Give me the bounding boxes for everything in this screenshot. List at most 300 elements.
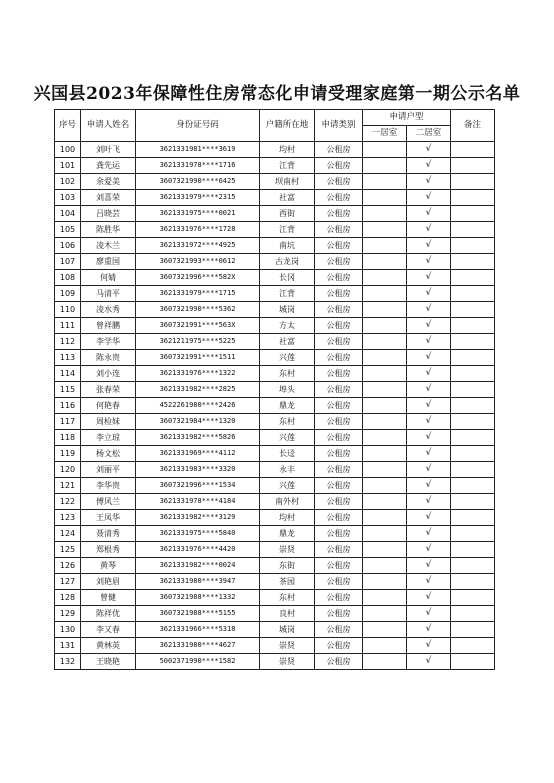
cell-seq: 116 — [55, 398, 81, 414]
cell-applicant-name: 李立琼 — [81, 430, 136, 446]
cell-one-room — [363, 590, 407, 606]
table-row — [55, 366, 495, 382]
cell-applicant-name: 王凤华 — [81, 510, 136, 526]
cell-two-room: √ — [407, 398, 451, 414]
cell-seq: 100 — [55, 142, 81, 158]
cell-id-number: 3621211975****5225 — [136, 334, 260, 350]
cell-hukou: 东街 — [260, 558, 315, 574]
table-row — [55, 622, 495, 638]
cell-id-number: 3607321996****582X — [136, 270, 260, 286]
table-row — [55, 606, 495, 622]
cell-category: 公租房 — [315, 302, 363, 318]
cell-applicant-name: 曾祥鹏 — [81, 318, 136, 334]
table-row — [55, 238, 495, 254]
cell-seq: 104 — [55, 206, 81, 222]
cell-id-number: 3621331980****3947 — [136, 574, 260, 590]
cell-remark — [451, 158, 495, 174]
cell-one-room — [363, 158, 407, 174]
cell-seq: 112 — [55, 334, 81, 350]
cell-remark — [451, 574, 495, 590]
cell-applicant-name: 傅风兰 — [81, 494, 136, 510]
cell-one-room — [363, 366, 407, 382]
cell-hukou: 埠头 — [260, 382, 315, 398]
cell-one-room — [363, 238, 407, 254]
cell-hukou: 社富 — [260, 190, 315, 206]
cell-seq: 128 — [55, 590, 81, 606]
cell-category: 公租房 — [315, 446, 363, 462]
table-row — [55, 350, 495, 366]
cell-id-number: 3621331982****3129 — [136, 510, 260, 526]
cell-remark — [451, 190, 495, 206]
cell-hukou: 茶园 — [260, 574, 315, 590]
cell-category: 公租房 — [315, 558, 363, 574]
cell-two-room: √ — [407, 478, 451, 494]
table-row — [55, 302, 495, 318]
table-row — [55, 254, 495, 270]
cell-one-room — [363, 286, 407, 302]
cell-seq: 124 — [55, 526, 81, 542]
cell-remark — [451, 526, 495, 542]
cell-hukou: 社富 — [260, 334, 315, 350]
table-row — [55, 334, 495, 350]
cell-category: 公租房 — [315, 494, 363, 510]
cell-seq: 117 — [55, 414, 81, 430]
cell-two-room: √ — [407, 622, 451, 638]
table-row — [55, 318, 495, 334]
table-row — [55, 222, 495, 238]
cell-category: 公租房 — [315, 334, 363, 350]
cell-category: 公租房 — [315, 366, 363, 382]
cell-seq: 113 — [55, 350, 81, 366]
cell-two-room: √ — [407, 206, 451, 222]
cell-applicant-name: 刘喜荣 — [81, 190, 136, 206]
cell-one-room — [363, 206, 407, 222]
cell-seq: 127 — [55, 574, 81, 590]
header-id: 身份证号码 — [136, 110, 260, 142]
cell-one-room — [363, 478, 407, 494]
cell-one-room — [363, 142, 407, 158]
cell-seq: 105 — [55, 222, 81, 238]
cell-applicant-name: 黄林英 — [81, 638, 136, 654]
header-two-room: 二居室 — [407, 126, 451, 142]
cell-category: 公租房 — [315, 606, 363, 622]
document-title: 兴国县2023年保障性住房常态化申请受理家庭第一期公示名单 — [33, 84, 521, 104]
cell-applicant-name: 刘小连 — [81, 366, 136, 382]
cell-one-room — [363, 542, 407, 558]
cell-one-room — [363, 190, 407, 206]
cell-remark — [451, 286, 495, 302]
cell-category: 公租房 — [315, 398, 363, 414]
header-one-room: 一居室 — [363, 126, 407, 142]
cell-hukou: 均村 — [260, 510, 315, 526]
table-row — [55, 206, 495, 222]
cell-one-room — [363, 222, 407, 238]
cell-one-room — [363, 254, 407, 270]
cell-two-room: √ — [407, 222, 451, 238]
cell-applicant-name: 龚先运 — [81, 158, 136, 174]
cell-two-room: √ — [407, 270, 451, 286]
cell-seq: 132 — [55, 654, 81, 670]
cell-category: 公租房 — [315, 574, 363, 590]
cell-two-room: √ — [407, 334, 451, 350]
table-row — [55, 430, 495, 446]
cell-id-number: 3607321996****1534 — [136, 478, 260, 494]
cell-hukou: 南坑 — [260, 238, 315, 254]
cell-one-room — [363, 430, 407, 446]
cell-remark — [451, 494, 495, 510]
cell-seq: 122 — [55, 494, 81, 510]
cell-remark — [451, 238, 495, 254]
cell-id-number: 4522261980****2426 — [136, 398, 260, 414]
cell-remark — [451, 638, 495, 654]
cell-id-number: 3621331972****4925 — [136, 238, 260, 254]
cell-two-room: √ — [407, 318, 451, 334]
table-header — [55, 110, 495, 142]
table-row — [55, 462, 495, 478]
cell-id-number: 3607321988****1332 — [136, 590, 260, 606]
cell-two-room: √ — [407, 174, 451, 190]
cell-seq: 121 — [55, 478, 81, 494]
cell-id-number: 3607321991****1511 — [136, 350, 260, 366]
cell-hukou: 江背 — [260, 286, 315, 302]
table-row — [55, 574, 495, 590]
cell-one-room — [363, 606, 407, 622]
cell-remark — [451, 382, 495, 398]
cell-id-number: 3621331978****1716 — [136, 158, 260, 174]
cell-id-number: 3621331969****4112 — [136, 446, 260, 462]
cell-applicant-name: 何婧 — [81, 270, 136, 286]
table-row — [55, 270, 495, 286]
cell-seq: 118 — [55, 430, 81, 446]
cell-hukou: 鼎龙 — [260, 398, 315, 414]
cell-two-room: √ — [407, 142, 451, 158]
cell-one-room — [363, 414, 407, 430]
cell-seq: 129 — [55, 606, 81, 622]
cell-hukou: 江背 — [260, 222, 315, 238]
cell-seq: 110 — [55, 302, 81, 318]
cell-two-room: √ — [407, 542, 451, 558]
cell-category: 公租房 — [315, 430, 363, 446]
cell-remark — [451, 142, 495, 158]
cell-category: 公租房 — [315, 654, 363, 670]
cell-id-number: 3607321988****5155 — [136, 606, 260, 622]
cell-remark — [451, 510, 495, 526]
cell-seq: 101 — [55, 158, 81, 174]
cell-category: 公租房 — [315, 158, 363, 174]
cell-seq: 115 — [55, 382, 81, 398]
cell-seq: 102 — [55, 174, 81, 190]
cell-id-number: 3607321990****5362 — [136, 302, 260, 318]
cell-applicant-name: 刘艳眉 — [81, 574, 136, 590]
cell-two-room: √ — [407, 190, 451, 206]
cell-seq: 119 — [55, 446, 81, 462]
cell-two-room: √ — [407, 286, 451, 302]
cell-remark — [451, 318, 495, 334]
cell-applicant-name: 李学华 — [81, 334, 136, 350]
cell-remark — [451, 606, 495, 622]
cell-applicant-name: 吕晓芸 — [81, 206, 136, 222]
cell-applicant-name: 陈永贵 — [81, 350, 136, 366]
cell-category: 公租房 — [315, 350, 363, 366]
cell-one-room — [363, 318, 407, 334]
header-category: 申请类别 — [315, 110, 363, 142]
cell-hukou: 鼎龙 — [260, 526, 315, 542]
cell-id-number: 3621331966****5318 — [136, 622, 260, 638]
cell-remark — [451, 462, 495, 478]
cell-applicant-name: 廖重国 — [81, 254, 136, 270]
cell-id-number: 3621331979****1715 — [136, 286, 260, 302]
cell-one-room — [363, 654, 407, 670]
cell-hukou: 江背 — [260, 158, 315, 174]
cell-category: 公租房 — [315, 382, 363, 398]
cell-remark — [451, 206, 495, 222]
cell-seq: 111 — [55, 318, 81, 334]
cell-category: 公租房 — [315, 206, 363, 222]
cell-one-room — [363, 446, 407, 462]
table-row — [55, 638, 495, 654]
table-row — [55, 142, 495, 158]
cell-id-number: 3621331982****0024 — [136, 558, 260, 574]
cell-applicant-name: 马清平 — [81, 286, 136, 302]
cell-category: 公租房 — [315, 318, 363, 334]
cell-applicant-name: 凌木兰 — [81, 238, 136, 254]
header-hukou: 户籍所在地 — [260, 110, 315, 142]
table-row — [55, 158, 495, 174]
cell-seq: 130 — [55, 622, 81, 638]
table-row — [55, 542, 495, 558]
cell-remark — [451, 174, 495, 190]
cell-seq: 126 — [55, 558, 81, 574]
cell-applicant-name: 陈胜华 — [81, 222, 136, 238]
cell-one-room — [363, 494, 407, 510]
cell-applicant-name: 余爱美 — [81, 174, 136, 190]
table-row — [55, 446, 495, 462]
cell-category: 公租房 — [315, 510, 363, 526]
table-row — [55, 382, 495, 398]
cell-seq: 120 — [55, 462, 81, 478]
table-row — [55, 510, 495, 526]
cell-hukou: 兴莲 — [260, 430, 315, 446]
cell-remark — [451, 414, 495, 430]
cell-two-room: √ — [407, 446, 451, 462]
cell-hukou: 长冈 — [260, 270, 315, 286]
cell-one-room — [363, 638, 407, 654]
header-seq: 序号 — [55, 110, 81, 142]
cell-applicant-name: 李又春 — [81, 622, 136, 638]
cell-hukou: 东村 — [260, 414, 315, 430]
cell-id-number: 3607321993****0612 — [136, 254, 260, 270]
cell-applicant-name: 杨文松 — [81, 446, 136, 462]
cell-category: 公租房 — [315, 542, 363, 558]
cell-category: 公租房 — [315, 270, 363, 286]
cell-category: 公租房 — [315, 222, 363, 238]
cell-one-room — [363, 510, 407, 526]
cell-two-room: √ — [407, 382, 451, 398]
cell-category: 公租房 — [315, 526, 363, 542]
cell-two-room: √ — [407, 590, 451, 606]
cell-two-room: √ — [407, 254, 451, 270]
cell-applicant-name: 李华贵 — [81, 478, 136, 494]
table-row — [55, 526, 495, 542]
cell-applicant-name: 聂清秀 — [81, 526, 136, 542]
cell-id-number: 3621331982****2825 — [136, 382, 260, 398]
cell-two-room: √ — [407, 606, 451, 622]
header-remark: 备注 — [451, 110, 495, 142]
table-body — [55, 142, 495, 670]
cell-remark — [451, 478, 495, 494]
table-row — [55, 174, 495, 190]
cell-hukou: 崇贤 — [260, 638, 315, 654]
cell-id-number: 3621331980****4627 — [136, 638, 260, 654]
cell-two-room: √ — [407, 494, 451, 510]
roster-table — [54, 109, 495, 670]
cell-seq: 107 — [55, 254, 81, 270]
cell-id-number: 3621331983****3320 — [136, 462, 260, 478]
cell-applicant-name: 刘叶飞 — [81, 142, 136, 158]
cell-id-number: 3621331981****3619 — [136, 142, 260, 158]
cell-two-room: √ — [407, 238, 451, 254]
cell-hukou: 城岗 — [260, 302, 315, 318]
cell-one-room — [363, 350, 407, 366]
cell-seq: 109 — [55, 286, 81, 302]
cell-id-number: 3621331976****4420 — [136, 542, 260, 558]
cell-one-room — [363, 398, 407, 414]
cell-two-room: √ — [407, 462, 451, 478]
cell-seq: 131 — [55, 638, 81, 654]
cell-seq: 108 — [55, 270, 81, 286]
cell-one-room — [363, 382, 407, 398]
table-row — [55, 398, 495, 414]
cell-id-number: 3621331975****0021 — [136, 206, 260, 222]
cell-two-room: √ — [407, 414, 451, 430]
cell-applicant-name: 曾健 — [81, 590, 136, 606]
table-row — [55, 558, 495, 574]
cell-category: 公租房 — [315, 462, 363, 478]
cell-hukou: 方太 — [260, 318, 315, 334]
cell-two-room: √ — [407, 510, 451, 526]
cell-applicant-name: 凌水秀 — [81, 302, 136, 318]
cell-category: 公租房 — [315, 414, 363, 430]
cell-hukou: 东村 — [260, 366, 315, 382]
cell-applicant-name: 张春荣 — [81, 382, 136, 398]
cell-one-room — [363, 462, 407, 478]
cell-id-number: 3621331976****1322 — [136, 366, 260, 382]
cell-applicant-name: 周检妹 — [81, 414, 136, 430]
cell-hukou: 崇贤 — [260, 654, 315, 670]
cell-applicant-name: 陈祥优 — [81, 606, 136, 622]
cell-remark — [451, 366, 495, 382]
cell-one-room — [363, 334, 407, 350]
cell-remark — [451, 302, 495, 318]
table-row — [55, 414, 495, 430]
table-row — [55, 190, 495, 206]
cell-hukou: 永丰 — [260, 462, 315, 478]
cell-remark — [451, 254, 495, 270]
header-unit-type: 申请户型 — [363, 110, 451, 126]
cell-seq: 103 — [55, 190, 81, 206]
cell-remark — [451, 270, 495, 286]
cell-category: 公租房 — [315, 174, 363, 190]
cell-category: 公租房 — [315, 590, 363, 606]
cell-applicant-name: 王晓艳 — [81, 654, 136, 670]
cell-remark — [451, 430, 495, 446]
cell-category: 公租房 — [315, 190, 363, 206]
cell-two-room: √ — [407, 526, 451, 542]
cell-hukou: 长迳 — [260, 446, 315, 462]
table-row — [55, 590, 495, 606]
cell-hukou: 兴莲 — [260, 350, 315, 366]
cell-hukou: 东村 — [260, 590, 315, 606]
cell-applicant-name: 刘丽平 — [81, 462, 136, 478]
cell-remark — [451, 398, 495, 414]
cell-remark — [451, 622, 495, 638]
cell-id-number: 3621331978****4184 — [136, 494, 260, 510]
cell-seq: 106 — [55, 238, 81, 254]
cell-id-number: 3621331976****1728 — [136, 222, 260, 238]
cell-two-room: √ — [407, 366, 451, 382]
cell-one-room — [363, 574, 407, 590]
cell-one-room — [363, 526, 407, 542]
cell-two-room: √ — [407, 302, 451, 318]
cell-one-room — [363, 558, 407, 574]
cell-category: 公租房 — [315, 478, 363, 494]
cell-two-room: √ — [407, 350, 451, 366]
cell-applicant-name: 郑根秀 — [81, 542, 136, 558]
cell-hukou: 古龙岗 — [260, 254, 315, 270]
cell-applicant-name: 黄琴 — [81, 558, 136, 574]
cell-hukou: 西街 — [260, 206, 315, 222]
cell-category: 公租房 — [315, 238, 363, 254]
cell-two-room: √ — [407, 654, 451, 670]
table-row — [55, 494, 495, 510]
cell-two-room: √ — [407, 574, 451, 590]
cell-hukou: 良村 — [260, 606, 315, 622]
cell-hukou: 均村 — [260, 142, 315, 158]
cell-id-number: 3621331975****5840 — [136, 526, 260, 542]
cell-seq: 114 — [55, 366, 81, 382]
table-row — [55, 478, 495, 494]
cell-remark — [451, 350, 495, 366]
cell-seq: 123 — [55, 510, 81, 526]
cell-remark — [451, 558, 495, 574]
cell-id-number: 5002371990****1582 — [136, 654, 260, 670]
cell-one-room — [363, 302, 407, 318]
cell-remark — [451, 590, 495, 606]
table-row — [55, 654, 495, 670]
cell-remark — [451, 222, 495, 238]
cell-two-room: √ — [407, 430, 451, 446]
cell-category: 公租房 — [315, 286, 363, 302]
cell-hukou: 坝南村 — [260, 174, 315, 190]
cell-remark — [451, 446, 495, 462]
cell-remark — [451, 542, 495, 558]
cell-two-room: √ — [407, 558, 451, 574]
cell-id-number: 3607321984****1320 — [136, 414, 260, 430]
cell-hukou: 南外村 — [260, 494, 315, 510]
cell-two-room: √ — [407, 638, 451, 654]
cell-hukou: 崇贤 — [260, 542, 315, 558]
cell-id-number: 3607321991****563X — [136, 318, 260, 334]
cell-one-room — [363, 622, 407, 638]
cell-hukou: 城岗 — [260, 622, 315, 638]
cell-seq: 125 — [55, 542, 81, 558]
cell-id-number: 3607321990****6425 — [136, 174, 260, 190]
cell-one-room — [363, 270, 407, 286]
cell-remark — [451, 654, 495, 670]
cell-id-number: 3621331979****2315 — [136, 190, 260, 206]
cell-category: 公租房 — [315, 142, 363, 158]
cell-category: 公租房 — [315, 638, 363, 654]
